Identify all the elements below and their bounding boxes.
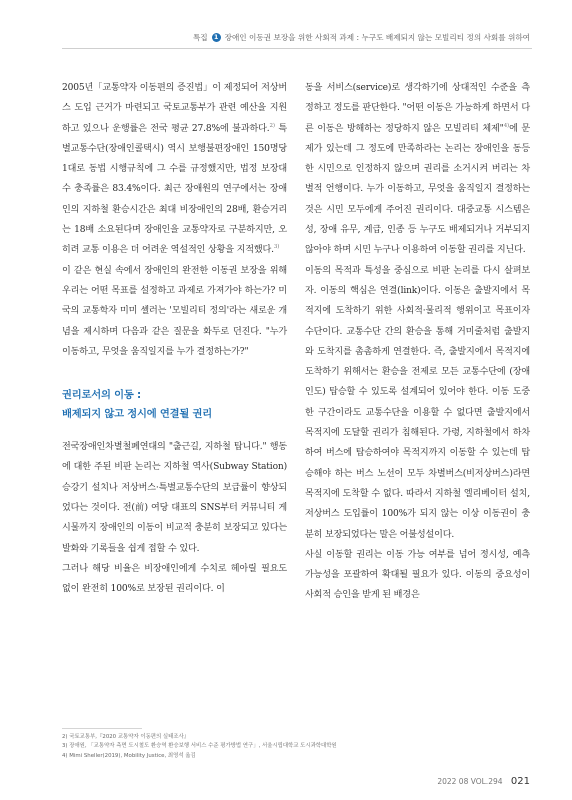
paragraph: 그러나 해당 비율은 비장애인에게 수치로 헤아릴 필요도 없이 완전히 100%로 보장된 권리이다. 이: [62, 563, 287, 595]
footnote: 4) Mimi Sheller(2019), Mobility Justice, 최영석 옮김: [62, 752, 196, 759]
footnotes-rule: [62, 728, 142, 729]
footnotes: [62, 733, 337, 761]
paragraph: 2005년「교통약자 이동편의 증진법」이 제정되어 저상버스 도입 근거가 마련되고 국토교통부가 관련 예산을 지원하고 있으나 운행률은 전국 평균 27.8%에 불과하다.$^{2)}$ 특별교통수단(장애인콜택시) 역시 보행불편장애인 150명당 1대로 동법 시행규칙에 그 수를 규정했지만, 법정 보장대수 충족률은 83.4%이다. 최근 장애원의 연구에서는 장애인의 지하철 환승시간은 최대 비장애인의 28배, 환승거리는 18배 소요된다며 장애인을 교통약자로 구분하지만, 오히려 교통 이용은 더 어려운 역설적인 상황을 지적했다.$^{3)}$: [62, 83, 287, 256]
header-number-badge: 1: [212, 33, 221, 42]
footnote: 3) 장애원, 「교통약자 측면 도시철도 환승역 환승보행 서비스 수준 평가방법 연구」, 서울시립대학교 도시과학대학원: [62, 743, 337, 750]
paragraph: 사실 이동할 권리는 이동 가능 여부를 넘어 정시성, 예측 가능성을 포괄하여 확대될 필요가 있다. 이동의 중요성이 사회적 승인을 받게 된 배경은: [305, 549, 530, 601]
header-title: 장애인 이동권 보장을 위한 사회적 과제 : 누구도 배제되지 않는 모빌리티 정의 사회를 위하여: [224, 33, 530, 42]
footnote-ref: 3): [273, 244, 280, 251]
page-footer: [437, 776, 530, 787]
header-rule: [62, 48, 532, 49]
paragraph: 이 같은 현실 속에서 장애인의 완전한 이동권 보장을 위해 우리는 어떤 목표를 설정하고 과제로 가져가야 하는가? 미국의 교통학자 미미 셸러는 '모빌리티 정의'라는 새로운 개념을 제시하며 다음과 같은 질문을 화두로 던진다. "누가 이동하고, 무엇을 움직일지를 누가 결정하는가?": [62, 265, 287, 357]
paragraph: 동을 서비스(service)로 생각하기에 상대적인 수준을 측정하고 정도를 판단한다. "어떤 이동은 가능하게 하면서 다른 이동은 방해하는 정당하지 않은 모빌리티 체제"$^{4)}$에 문제가 있는데 그 정도에 만족하라는 논리는 장애인을 동등한 시민으로 인정하지 않으며 권리를 소거시켜 버리는 차별적 언행이다. 누가 이동하고, 무엇을 움직일지 결정하는 것은 시민 모두에게 주어진 권리이다. 대중교통 시스템은 성, 장애 유무, 계급, 인종 등 누구도 배제되거나 거부되지 않아야 하며 시민 누구나 이용하여 이동할 권리를 지닌다.: [305, 83, 530, 256]
left-column: [62, 78, 287, 600]
page-number: 021: [510, 776, 530, 787]
running-header: [193, 32, 530, 43]
section-title: 권리로서의 이동 : 배제되지 않고 정시에 연결될 권리: [62, 389, 212, 420]
paragraph: 이동의 목적과 특성을 중심으로 비판 논리를 다시 살펴보자. 이동의 핵심은 연결(link)이다. 이동은 출발지에서 목적지에 도착하기 위한 사회적·물리적 행위이고 목표이자 수단이다. 교통수단 간의 환승을 통해 거미줄처럼 출발지와 도착지를 촘촘하게 연결한다. 즉, 출발지에서 목적지에 도착하기 위해서는 환승을 전제로 모든 교통수단에 (장애인도) 탑승할 수 있도록 설계되어 있어야 한다. 이동 도중 한 구간이라도 교통수단을 이용할 수 없다면 출발지에서 목적지에 도달할 권리가 침해된다. 가령, 지하철에서 하차하여 버스에 탑승하여야 목적지까지 이동할 수 있는데 탑승해야 하는 버스 노선이 모두 차별버스(비저상버스)라면 목적지에 도착할 수 없다. 따라서 지하철 엘리베이터 설치, 저상버스 도입률이 100%가 되지 않는 이상 이동권이 충분히 보장되었다는 말은 어불성설이다.: [305, 265, 530, 540]
footnote-ref: 4): [503, 122, 510, 129]
issue-info: 2022 08 VOL.294: [437, 777, 503, 786]
right-column: [305, 78, 530, 606]
header-prefix: 특집: [192, 33, 208, 42]
paragraph: 전국장애인차별철폐연대의 "출근길, 지하철 탑니다." 행동에 대한 주된 비판 논리는 지하철 역사(Subway Station) 승강기 설치나 저상버스·특별교통수단의 보급률이 향상되었다는 것이다. 전(前) 여당 대표의 SNS부터 커뮤니티 게시물까지 장애인의 이동이 비교적 충분히 보장되고 있다는 발화와 기록들을 쉽게 접할 수 있다.: [62, 442, 287, 554]
footnote-ref: 2): [269, 122, 275, 129]
footnote: 2) 국토교통부,『2020 교통약자 이동편의 실태조사』: [62, 734, 190, 740]
